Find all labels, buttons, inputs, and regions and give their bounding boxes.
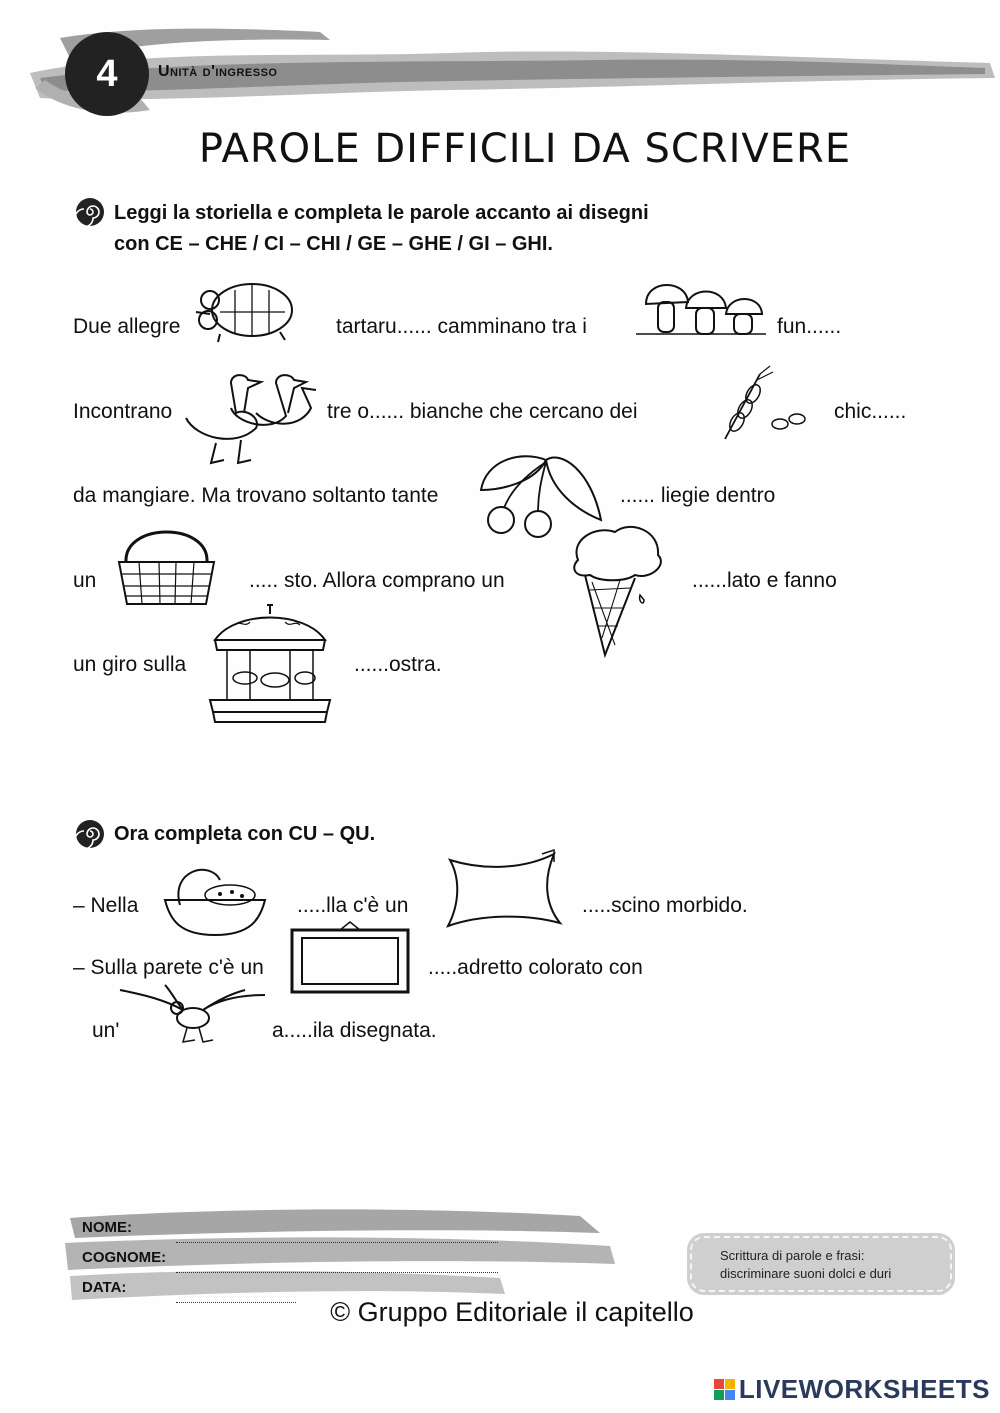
story-line-4-end: ......lato e fanno	[692, 569, 837, 592]
liveworksheets-brand[interactable]	[714, 1374, 990, 1405]
ice-cream-icon	[570, 520, 670, 660]
carousel-icon	[205, 600, 335, 725]
exercise2-line-3-end: a.....ila disegnata.	[272, 1019, 437, 1042]
story-line-3-end: ...... liegie dentro	[620, 484, 776, 507]
name-label: NOME:	[82, 1219, 132, 1236]
pillow-icon	[442, 848, 564, 930]
picture-frame-icon	[290, 920, 412, 996]
topic-badge	[690, 1236, 952, 1292]
surname-field[interactable]	[82, 1243, 498, 1273]
geese-icon	[176, 368, 321, 468]
copyright-notice: © Gruppo Editoriale il capitello	[330, 1297, 694, 1327]
cradle-icon	[160, 860, 270, 940]
story-line-4-start: un	[73, 569, 97, 592]
story-line-2-end: chic......	[834, 400, 907, 423]
exercise2-line-2-start: – Sulla parete c'è un	[73, 956, 264, 979]
topic-badge-line-1: Scrittura di parole e frasi:	[720, 1248, 865, 1263]
story-line-2-middle: tre o...... bianche che cercano dei	[327, 400, 638, 423]
unit-number-badge: 4	[65, 32, 149, 116]
instruction-line-2: con CE – CHE / CI – CHI / GE – GHE / GI – GHI.	[114, 233, 553, 255]
date-label: DATA:	[82, 1279, 127, 1296]
eagle-icon	[115, 980, 275, 1050]
instruction-line-1: Leggi la storiella e completa le parole accanto ai disegni	[114, 202, 649, 224]
topic-badge-line-2: discriminare suoni dolci e duri	[720, 1266, 892, 1281]
liveworksheets-brand-text: LIVEWORKSHEETS	[738, 1374, 990, 1404]
exercise2-line-2-end: .....adretto colorato con	[428, 956, 643, 979]
story-line-5-start: un giro sulla	[73, 653, 187, 676]
story-line-3-start: da mangiare. Ma trovano soltanto tante	[73, 484, 439, 507]
mushrooms-icon	[636, 274, 766, 339]
name-dotted-line[interactable]	[176, 1228, 498, 1243]
story-line-1-start: Due allegre	[73, 315, 181, 338]
wheat-icon	[715, 364, 810, 444]
story-line-2-start: Incontrano	[73, 400, 173, 423]
turtles-icon	[190, 272, 305, 347]
exercise2-instruction: Ora completa con CU – QU.	[114, 823, 376, 845]
name-field[interactable]	[82, 1213, 498, 1243]
exercise2-line-3-start: un'	[92, 1019, 120, 1042]
header-brush-stroke	[0, 18, 1000, 118]
exercise2-line-1-end: .....scino morbido.	[582, 894, 748, 917]
spiral-bullet-icon	[75, 197, 105, 227]
exercise2-line-1-start: – Nella	[73, 894, 139, 917]
exercise1-instruction	[114, 198, 649, 260]
spiral-bullet-icon	[75, 819, 105, 849]
unit-label: Unità d'ingresso	[158, 63, 278, 80]
exercise2-line-1-middle: .....lla c'è un	[297, 894, 409, 917]
page-title: PAROLE DIFFICILI DA SCRIVERE	[198, 126, 852, 172]
story-line-1-end: fun......	[777, 315, 842, 338]
surname-label: COGNOME:	[82, 1249, 167, 1266]
basket-icon	[114, 522, 219, 610]
liveworksheets-logo-icon	[714, 1379, 735, 1400]
story-line-4-middle: ..... sto. Allora comprano un	[249, 569, 505, 592]
student-info-fields	[82, 1213, 498, 1303]
story-line-5-end: ......ostra.	[354, 653, 442, 676]
surname-dotted-line[interactable]	[176, 1258, 498, 1273]
story-line-1-middle: tartaru...... camminano tra i	[336, 315, 587, 338]
